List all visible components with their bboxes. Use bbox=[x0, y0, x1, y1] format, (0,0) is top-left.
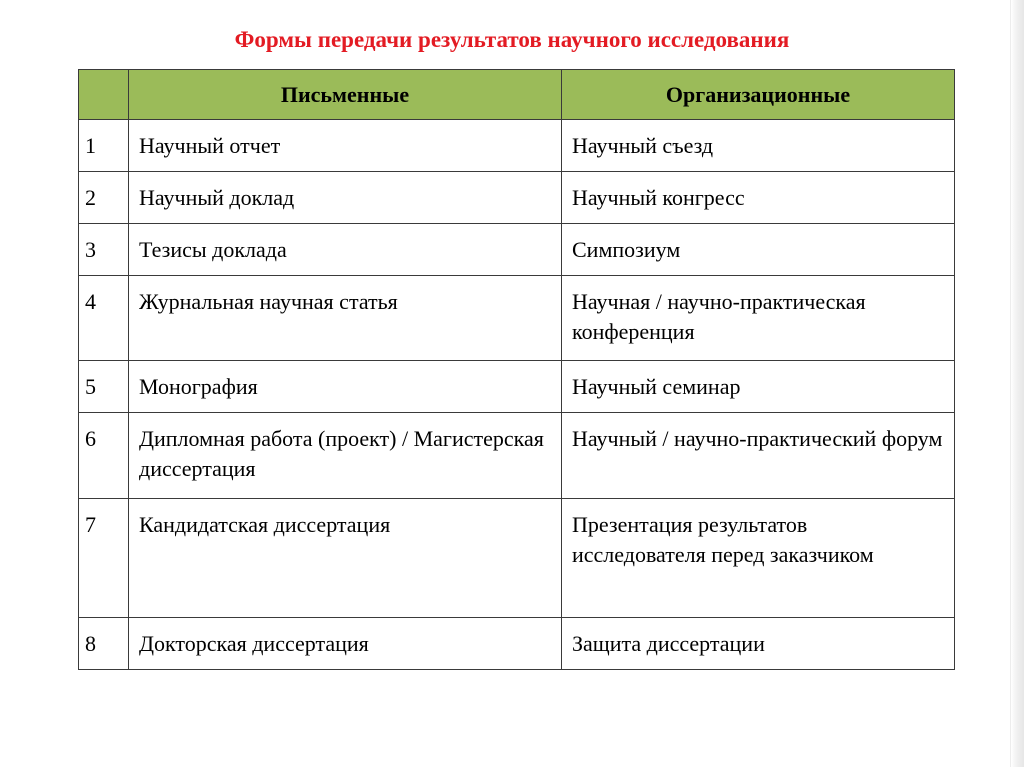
written-form-cell: Журнальная научная статья bbox=[129, 276, 562, 361]
slide-title: Формы передачи результатов научного исследования bbox=[234, 27, 790, 52]
header-organizational: Организационные bbox=[562, 70, 955, 120]
table-row bbox=[79, 172, 955, 224]
table-row bbox=[79, 618, 955, 670]
row-number: 8 bbox=[79, 618, 129, 670]
table-row bbox=[79, 120, 955, 172]
header-written: Письменные bbox=[129, 70, 562, 120]
table-row bbox=[79, 361, 955, 413]
organizational-form-cell: Научный конгресс bbox=[562, 172, 955, 224]
written-form-cell: Дипломная работа (проект) / Магистерская диссертация bbox=[129, 413, 562, 499]
row-number: 4 bbox=[79, 276, 129, 361]
slide-right-edge bbox=[1010, 0, 1024, 767]
row-number: 6 bbox=[79, 413, 129, 499]
organizational-form-cell: Научный съезд bbox=[562, 120, 955, 172]
row-number: 2 bbox=[79, 172, 129, 224]
table-row bbox=[79, 413, 955, 499]
table-row bbox=[79, 499, 955, 618]
written-form-cell: Научный отчет bbox=[129, 120, 562, 172]
organizational-form-cell: Научный семинар bbox=[562, 361, 955, 413]
organizational-form-cell: Научный / научно-практический форум bbox=[562, 413, 955, 499]
table-row bbox=[79, 276, 955, 361]
row-number: 7 bbox=[79, 499, 129, 618]
row-number: 1 bbox=[79, 120, 129, 172]
written-form-cell: Докторская диссертация bbox=[129, 618, 562, 670]
table-row bbox=[79, 224, 955, 276]
written-form-cell: Научный доклад bbox=[129, 172, 562, 224]
header-number bbox=[79, 70, 129, 120]
table-header-row bbox=[79, 70, 955, 120]
organizational-form-cell: Научная / научно-практическая конференция bbox=[562, 276, 955, 361]
row-number: 3 bbox=[79, 224, 129, 276]
organizational-form-cell: Защита диссертации bbox=[562, 618, 955, 670]
written-form-cell: Тезисы доклада bbox=[129, 224, 562, 276]
forms-table bbox=[78, 69, 955, 670]
written-form-cell: Кандидатская диссертация bbox=[129, 499, 562, 618]
organizational-form-cell: Симпозиум bbox=[562, 224, 955, 276]
row-number: 5 bbox=[79, 361, 129, 413]
organizational-form-cell: Презентация результатов исследователя перед заказчиком bbox=[562, 499, 955, 618]
written-form-cell: Монография bbox=[129, 361, 562, 413]
